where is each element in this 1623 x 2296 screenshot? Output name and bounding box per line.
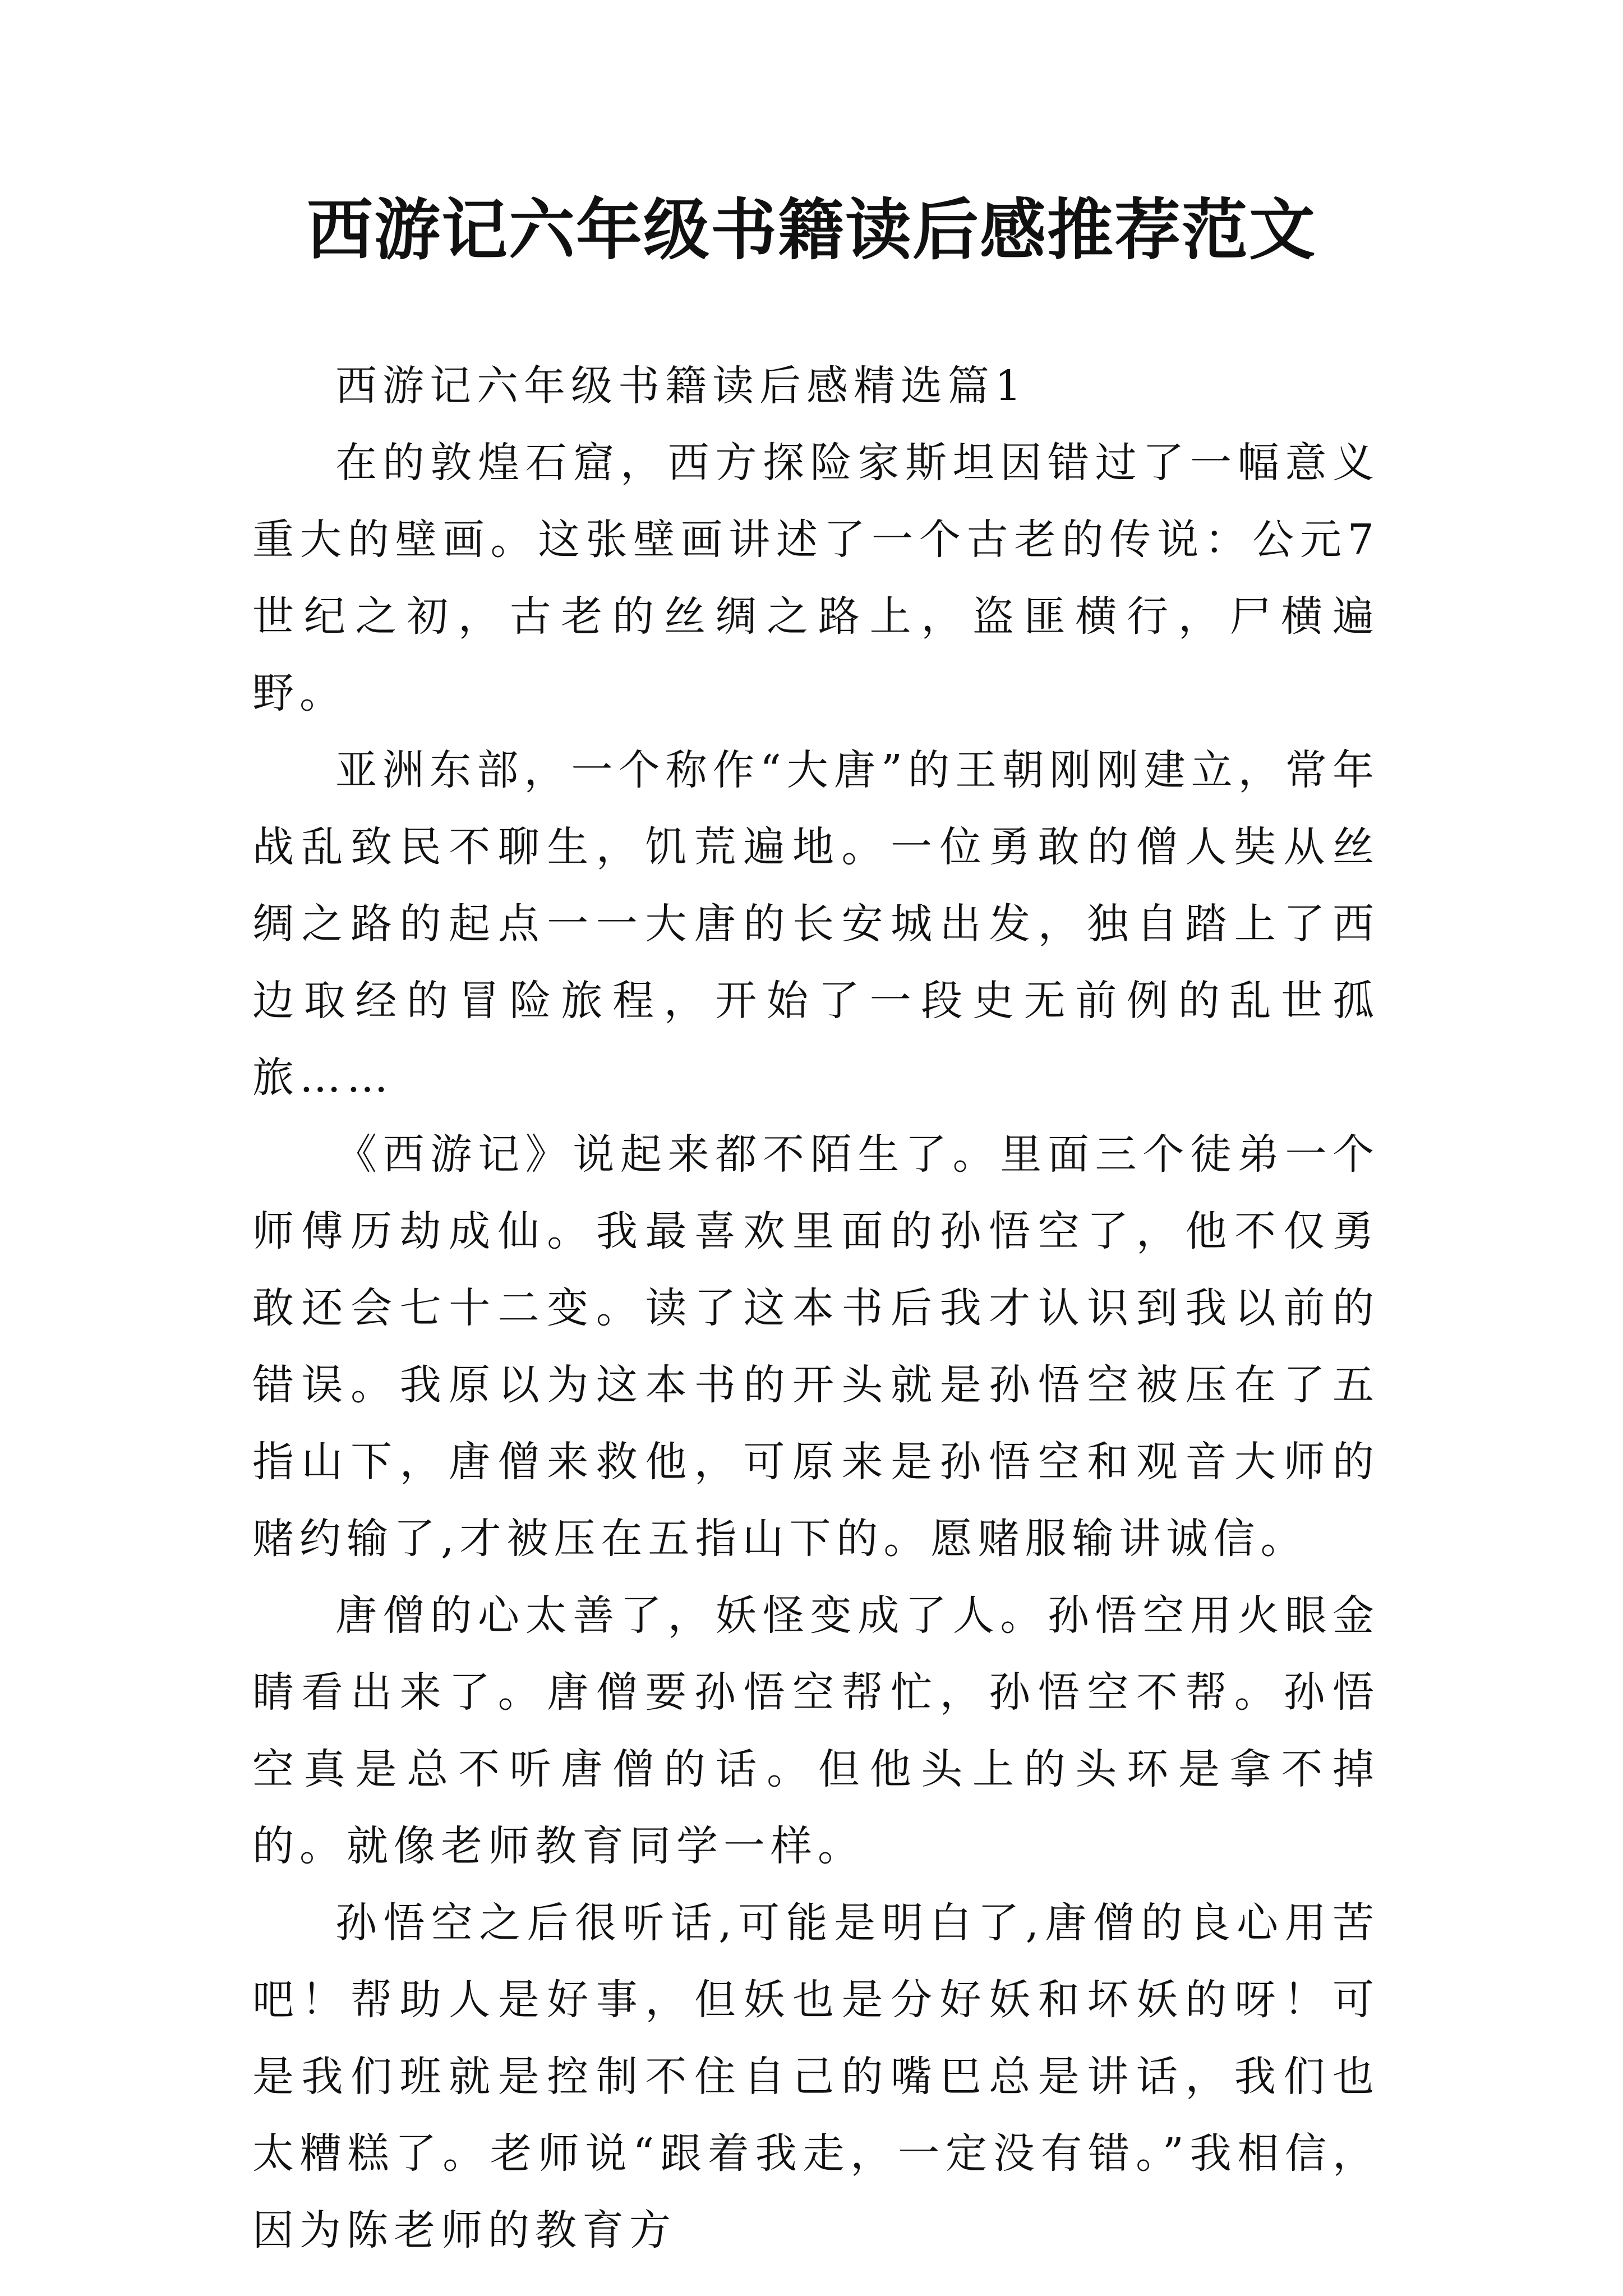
paragraph: 在的敦煌石窟，西方探险家斯坦因错过了一幅意义重大的壁画。这张壁画讲述了一个古老的传说：公元7世纪之初，古老的丝绸之路上，盗匪横行，尸横遍野。 bbox=[252, 439, 1380, 717]
document-body bbox=[252, 348, 1380, 2269]
section-heading: 西游记六年级书籍读后感精选篇1 bbox=[335, 362, 1027, 410]
paragraph: 唐僧的心太善了，妖怪变成了人。孙悟空用火眼金睛看出来了。唐僧要孙悟空帮忙，孙悟空不帮。孙悟空真是总不听唐僧的话。但他头上的头环是拿不掉的。就像老师教育同学一样。 bbox=[252, 1591, 1380, 1870]
document-title: 西游记六年级书籍读后感推荐范文 bbox=[306, 191, 1316, 269]
paragraph: 孙悟空之后很听话,可能是明白了,唐僧的良心用苦吧！帮助人是好事，但妖也是分好妖和坏妖的呀！可是我们班就是控制不住自己的嘴巴总是讲话，我们也太糟糕了。老师说“跟着我走，一定没有错。”我相信，因为陈老师的教育方 bbox=[252, 1899, 1380, 2254]
paragraph: 亚洲东部，一个称作“大唐”的王朝刚刚建立，常年战乱致民不聊生，饥荒遍地。一位勇敢的僧人奘从丝绸之路的起点一一大唐的长安城出发，独自踏上了西边取经的冒险旅程，开始了一段史无前例的乱世孤旅…… bbox=[252, 746, 1380, 1102]
paragraph: 《西游记》说起来都不陌生了。里面三个徒弟一个师傅历劫成仙。我最喜欢里面的孙悟空了，他不仅勇敢还会七十二变。读了这本书后我才认识到我以前的错误。我原以为这本书的开头就是孙悟空被压在了五指山下，唐僧来救他，可原来是孙悟空和观音大师的赌约输了,才被压在五指山下的。愿赌服输讲诚信。 bbox=[252, 1130, 1380, 1563]
